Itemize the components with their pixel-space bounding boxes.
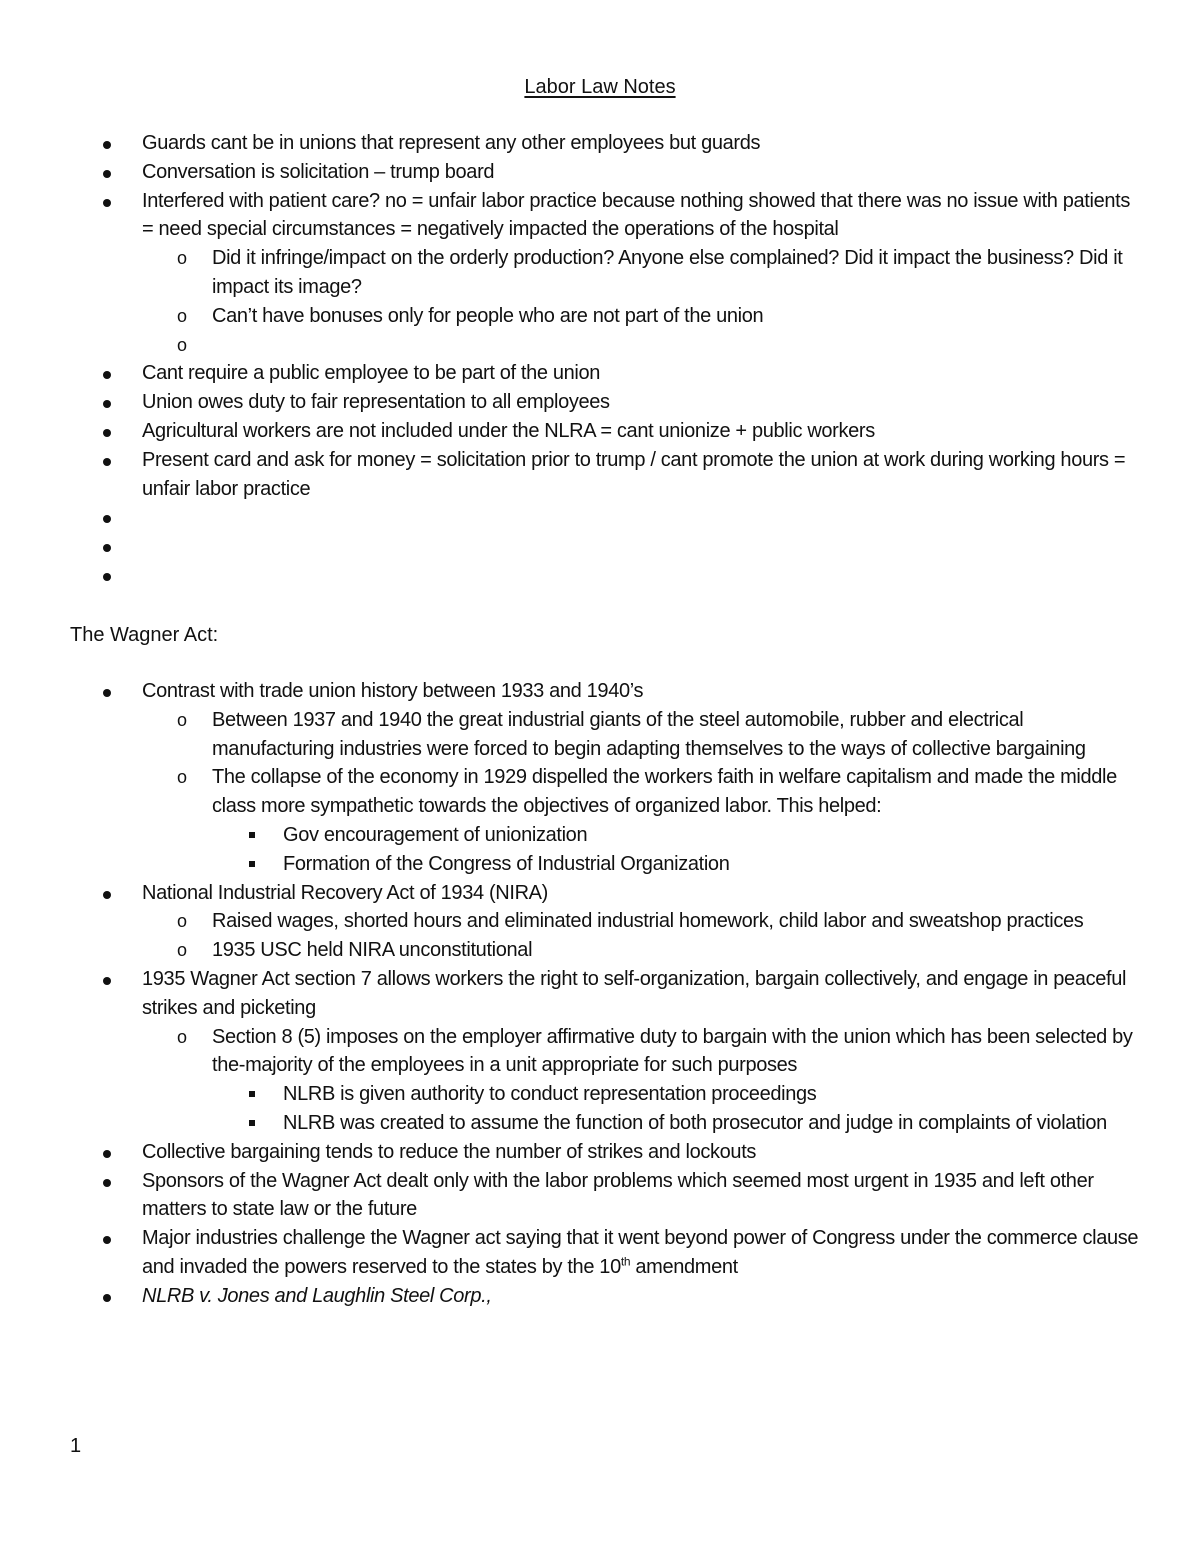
list-item: Agricultural workers are not included under the NLRA = cant unionize + public workers: [142, 419, 875, 442]
list-item: Union owes duty to fair representation to all employees: [142, 391, 610, 414]
list-item: Interfered with patient care? no = unfair labor practice because nothing showed that there was no issue with patients = need special circumstances = negatively impacted the operations of the hospital: [142, 189, 1131, 241]
list-item: Gov encouragement of unionization: [283, 823, 588, 846]
list-item: Sponsors of the Wagner Act dealt only with the labor problems which seemed most urgent in 1935 and left other matters to state law or the future: [142, 1169, 1094, 1221]
list-item: Major industries challenge the Wagner act saying that it went beyond power of Congress under the commerce clause and invaded the powers reserved to the states by the 10th amendment: [142, 1227, 1139, 1278]
section-heading: The Wagner Act:: [70, 624, 219, 646]
superscript: th: [620, 1254, 631, 1269]
list-item: [0, 331, 1142, 360]
list-item: o The collapse of the economy in 1929 dispelled the workers faith in welfare capitalism and made the middle class more sympathetic towards the objectives of organized labor. This helped:: [0, 763, 1142, 821]
list-item: NLRB is given authority to conduct representation proceedings: [283, 1083, 817, 1106]
list-item: Guards cant be in unions that represent any other employees but guards: [142, 132, 761, 154]
list-item: Contrast with trade union history between 1933 and 1940’s: [142, 680, 644, 702]
list-item: National Industrial Recovery Act of 1934 (NIRA): [142, 881, 548, 904]
notes-list: [0, 129, 1200, 590]
page-title: Labor Law Notes: [524, 76, 676, 98]
list-item: [0, 503, 1142, 532]
list-item: Present card and ask for money = solicitation prior to trump / cant promote the union at work during working hours = unfair labor practice: [142, 448, 1126, 500]
list-item: Formation of the Congress of Industrial Organization: [283, 852, 730, 875]
circle-bullet-icon: o: [177, 334, 187, 355]
circle-bullet-icon: o: [177, 305, 187, 326]
circle-bullet-icon: o: [177, 911, 187, 932]
list-item: o Section 8 (5) imposes on the employer affirmative duty to bargain with the union which has been selected by the-majority of the employees in a unit appropriate for such purposes: [0, 1023, 1142, 1081]
list-item: o Did it infringe/impact on the orderly production? Anyone else complained? Did it impact the business? Did it impact its image?: [0, 244, 1142, 302]
list-item: 1935 Wagner Act section 7 allows workers the right to self-organization, bargain collectively, and engage in peaceful strikes and picketing: [142, 967, 1127, 1019]
circle-bullet-icon: o: [177, 709, 187, 730]
list-item: NLRB was created to assume the function of both prosecutor and judge in complaints of violation: [283, 1111, 1107, 1134]
circle-bullet-icon: o: [177, 940, 187, 961]
page-number: 1: [70, 1435, 82, 1457]
list-item: Conversation is solicitation – trump board: [142, 160, 495, 183]
circle-bullet-icon: o: [177, 248, 187, 269]
list-item: [0, 561, 1142, 590]
list-item: [0, 532, 1142, 561]
circle-bullet-icon: o: [177, 767, 187, 788]
list-item: o Between 1937 and 1940 the great industrial giants of the steel automobile, rubber and electrical manufacturing industries were forced to begin adapting themselves to the ways of collective bargaining: [0, 706, 1142, 764]
wagner-list: [0, 677, 1200, 1311]
list-item: Cant require a public employee to be part of the union: [142, 362, 601, 385]
list-item: o Raised wages, shorted hours and eliminated industrial homework, child labor and sweatshop practices: [0, 907, 1142, 936]
list-item: Collective bargaining tends to reduce the number of strikes and lockouts: [142, 1140, 757, 1163]
list-item: NLRB v. Jones and Laughlin Steel Corp.,: [142, 1284, 492, 1307]
list-item: o 1935 USC held NIRA unconstitutional: [0, 936, 1142, 965]
list-item: o Can’t have bonuses only for people who are not part of the union: [0, 302, 1142, 331]
circle-bullet-icon: o: [177, 1026, 187, 1047]
